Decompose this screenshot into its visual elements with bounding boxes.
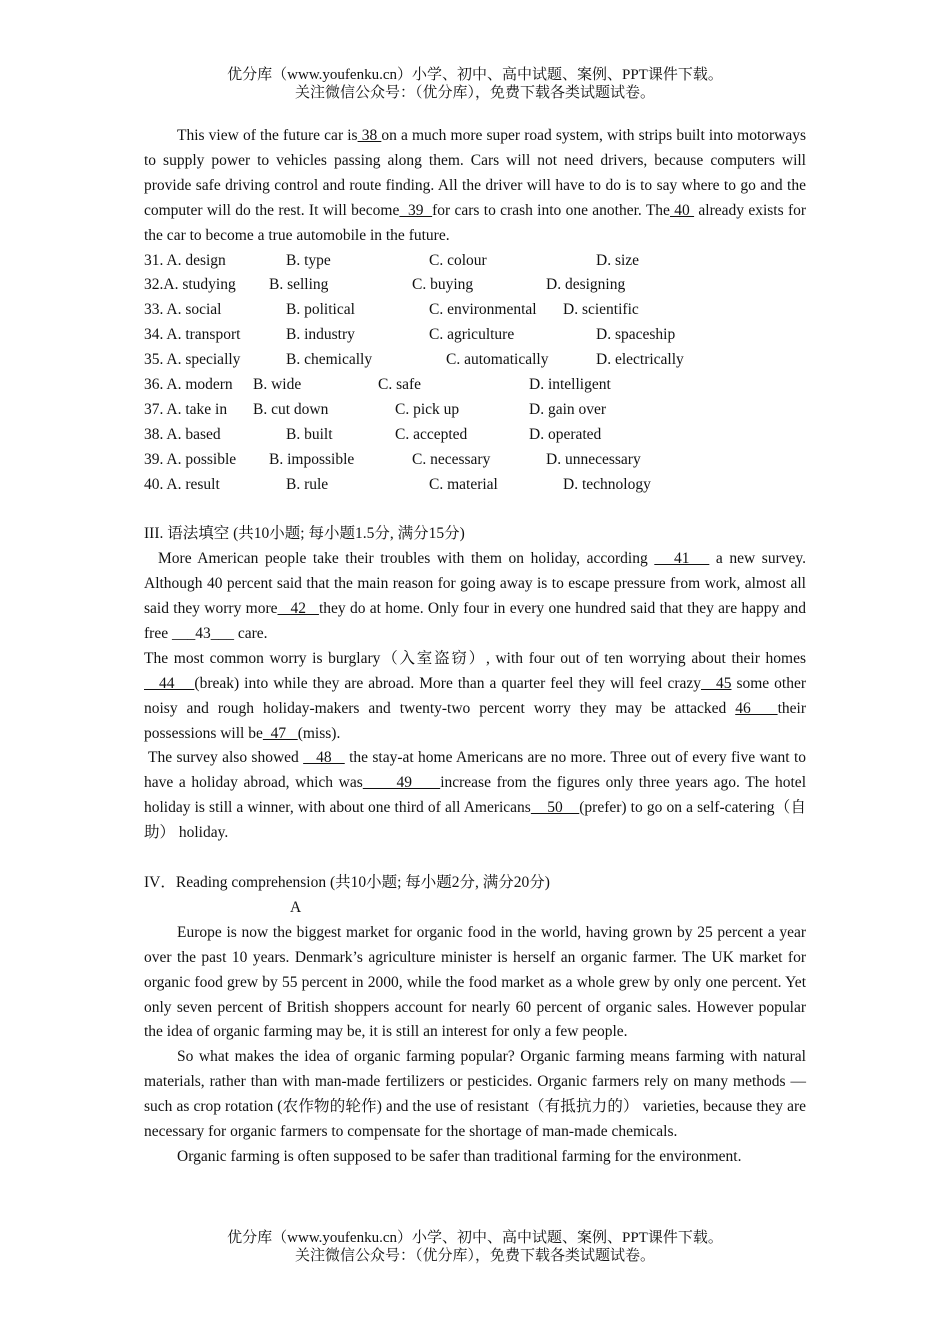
option-a: 32.A. studying [144, 276, 236, 294]
option-b: B. type [286, 251, 331, 269]
option-c: C. accepted [395, 425, 468, 443]
footer-line-1: 优分库（www.youfenku.cn）小学、初中、高中试题、案例、PPT课件下载。 [227, 1230, 723, 1246]
option-row-34 [144, 323, 806, 348]
text: the stay-at home Americans are no more. Three out of every five want to have a holiday abroad, which was [144, 749, 806, 792]
option-row-36 [144, 373, 806, 398]
option-a: 36. A. modern [144, 375, 233, 393]
option-row-38 [144, 423, 806, 448]
option-c: C. agriculture [429, 326, 515, 344]
grammar-paragraph-3 [144, 746, 806, 846]
page-header [0, 66, 950, 102]
text: The survey also showed [148, 749, 304, 767]
option-a: 34. A. transport [144, 326, 241, 344]
footer-line-2: 关注微信公众号：（优分库），免费下载各类试题试卷。 [294, 1248, 655, 1264]
option-row-33 [144, 298, 806, 323]
option-c: C. safe [378, 375, 422, 393]
option-b: B. impossible [269, 450, 355, 468]
text: care. [233, 624, 268, 642]
blank-50: 50 [530, 799, 580, 817]
option-b: B. rule [286, 475, 329, 493]
text: their possessions will be [144, 699, 807, 742]
page-content [144, 124, 806, 1170]
option-d: D. designing [546, 276, 626, 294]
blank-41: 41 [654, 550, 710, 568]
cloze-paragraph [144, 124, 806, 249]
text: More American people take their troubles with them on holiday, according [158, 550, 655, 568]
option-c: C. buying [412, 276, 474, 294]
header-line-1: 优分库（www.youfenku.cn）小学、初中、高中试题、案例、PPT课件下载。 [227, 67, 723, 83]
text: This view of the future car is [177, 127, 358, 144]
blank-46: 46 [735, 699, 778, 717]
header-line-2: 关注微信公众号：（优分库），免费下载各类试题试卷。 [294, 85, 655, 101]
text: for cars to crash into one another. The [432, 201, 670, 219]
blank-48: 48 [303, 749, 345, 767]
option-d: D. gain over [529, 400, 607, 418]
option-a: 39. A. possible [144, 450, 237, 468]
blank-38: 38 [357, 127, 382, 144]
option-c: C. colour [429, 251, 487, 269]
text: (break) into while they are abroad. More than a quarter feel they will feel crazy [194, 674, 701, 692]
page-footer [0, 1229, 950, 1265]
option-a: 37. A. take in [144, 400, 228, 418]
grammar-paragraph-1 [144, 547, 806, 647]
text: The most common worry is burglary（入室盗窃）, with four out of ten worrying about their homes [144, 649, 806, 667]
option-d: D. size [596, 251, 640, 269]
option-b: B. political [286, 301, 355, 319]
option-d: D. technology [563, 475, 651, 493]
grammar-paragraph-2 [144, 647, 806, 747]
option-row-32 [144, 273, 806, 298]
blank-40: 40 [669, 201, 695, 219]
option-c: C. necessary [412, 450, 491, 468]
option-d: D. spaceship [596, 326, 676, 344]
option-d: D. unnecessary [546, 450, 641, 468]
reading-paragraph-2: So what makes the idea of organic farming popular? Organic farming means farming with natural materials, rather than with man-made fertilizers or pesticides. Organic farmers rely on many methods — such as crop rotation (农作物的轮作) and the use of resistant（有抵抗力的） varieties, because they are necessary for organic farmers to compensate for the shortage of man-made chemicals. [144, 1048, 806, 1141]
section-title-reading: IV．Reading comprehension (共10小题; 每小题2分, 满分20分) [144, 874, 550, 891]
text: increase from the figures only three years ago. The hotel holiday is still a winner, with about one third of all Americans [144, 774, 806, 817]
option-row-31 [144, 249, 806, 274]
passage-label-a: A [290, 898, 302, 916]
option-c: C. automatically [446, 351, 549, 369]
option-row-37 [144, 398, 806, 423]
option-c: C. pick up [395, 400, 460, 418]
section-title-grammar: III. 语法填空 (共10小题; 每小题1.5分, 满分15分) [144, 525, 465, 543]
option-b: B. wide [253, 375, 302, 393]
option-row-39 [144, 448, 806, 473]
blank-49: 49 [362, 774, 441, 792]
option-a: 33. A. social [144, 301, 222, 319]
option-d: D. scientific [563, 301, 639, 319]
option-d: D. intelligent [529, 375, 611, 393]
option-b: B. selling [269, 276, 329, 294]
blank-42: 42 [277, 600, 319, 618]
text: already exists for the car to become a true automobile in the future. [144, 201, 807, 244]
text: (miss). [297, 724, 341, 742]
reading-paragraph-3: Organic farming is often supposed to be safer than traditional farming for the environment. [177, 1147, 742, 1165]
blank-39: 39 [399, 201, 433, 219]
blank-47: 47 [262, 724, 298, 742]
text: on a much more super road system, with strips built into motorways to supply power to vehicles passing along them. Cars will not need drivers, because computers will provide safe driving control and route finding. All the driver will have to do is to say where to go and the computer will do the rest. It will become [144, 127, 807, 219]
option-d: D. operated [529, 425, 602, 443]
option-a: 31. A. design [144, 251, 226, 269]
option-b: B. industry [286, 326, 355, 344]
option-b: B. cut down [253, 400, 329, 418]
option-b: B. built [286, 425, 333, 443]
option-b: B. chemically [286, 351, 373, 369]
option-a: 40. A. result [144, 475, 220, 493]
text: some other noisy and rough holiday-makers and twenty-two percent worry they may be attacked [144, 674, 807, 717]
blank-43: ___43___ [171, 624, 234, 642]
option-row-35 [144, 348, 806, 373]
option-d: D. electrically [596, 351, 684, 369]
option-row-40 [144, 473, 806, 498]
text: they do at home. Only four in every one hundred said that they are happy and free [144, 600, 807, 642]
options-list [144, 249, 806, 498]
blank-45: 45 [701, 674, 732, 692]
option-c: C. material [429, 475, 498, 493]
text: a new survey. Although 40 percent said that the main reason for going away is to escape pressure from work, almost all said they worry more [144, 550, 806, 618]
option-a: 38. A. based [144, 425, 221, 443]
option-a: 35. A. specially [144, 351, 241, 369]
reading-paragraph-1: Europe is now the biggest market for organic food in the world, having grown by 25 percent a year over the past 10 years. Denmark’s agriculture minister is herself an organic farmer. The UK market for organic food grew by 55 percent in 2000, while the food market as a whole grew by only one percent. Yet only seven percent of British shoppers account for nearly 60 percent of organic sales. However popular the idea of organic farming may be, it is still an interest for only a few people. [144, 923, 806, 1041]
option-c: C. environmental [429, 301, 537, 319]
text: (prefer) to go on a self-catering（自助） holiday. [144, 799, 806, 842]
blank-44: 44 [144, 674, 195, 692]
